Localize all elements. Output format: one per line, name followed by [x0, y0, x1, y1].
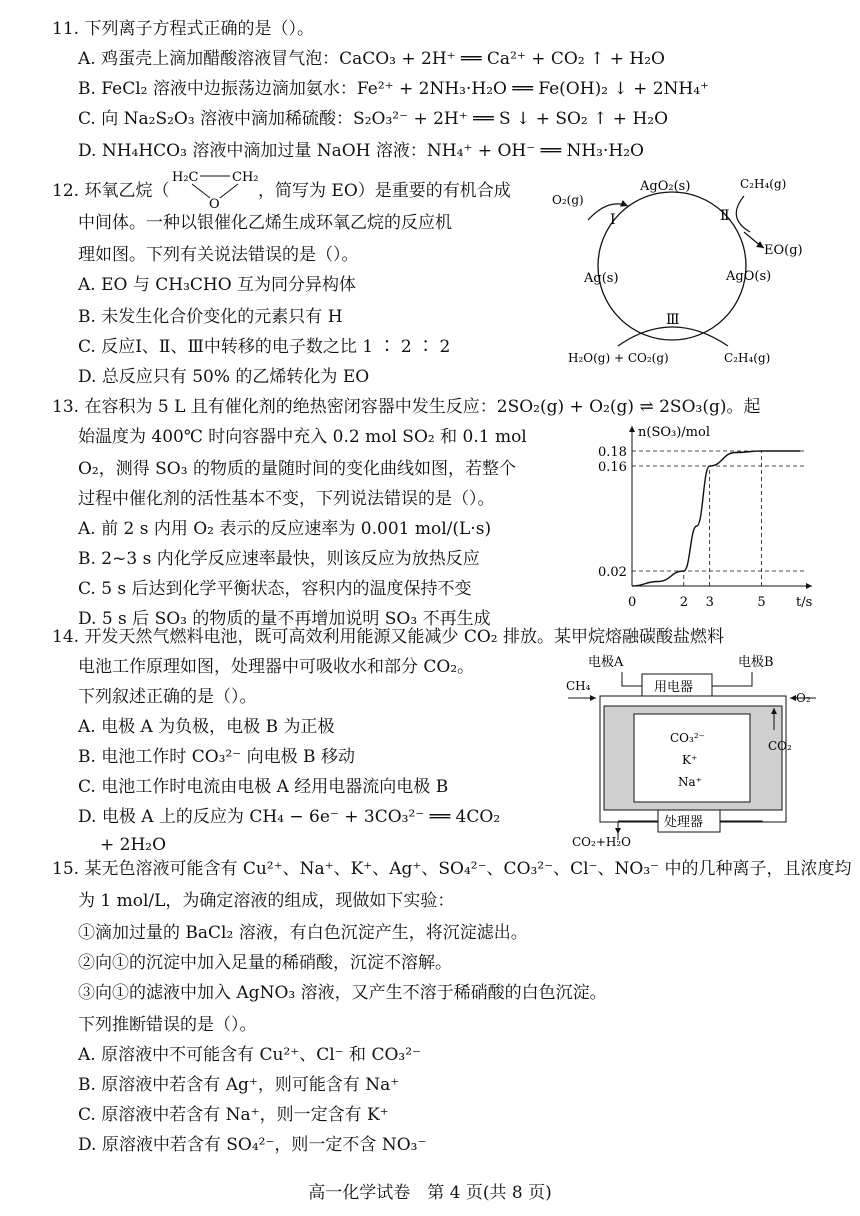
diagram-ag: Ag(s) — [584, 271, 619, 286]
fuel-cell-diagram — [562, 650, 820, 850]
q12-option-b: B. 未发生化合价变化的元素只有 H — [78, 307, 343, 327]
electrode-a-label: 电极A — [588, 655, 624, 670]
potassium-ion: K⁺ — [682, 753, 698, 767]
q15-stem-line2: 为 1 mol/L，为确定溶液的组成，现做如下实验： — [78, 891, 455, 911]
diagram-c2h4-top: C₂H₄(g) — [740, 177, 787, 191]
diagram-c2h4-bottom: C₂H₄(g) — [724, 351, 771, 365]
epoxide-ch2-left: H₂C — [172, 170, 199, 185]
q11-option-b: B. FeCl₂ 溶液中边振荡边滴加氨水：Fe²⁺ + 2NH₃·H₂O ══ Fe(OH)₂ ↓ + 2NH₄⁺ — [78, 79, 710, 99]
q15-option-a: A. 原溶液中不可能含有 Cu²⁺、Cl⁻ 和 CO₃²⁻ — [78, 1045, 422, 1065]
q13-stem-line2: 始温度为 400℃ 时向容器中充入 0.2 mol SO₂ 和 0.1 mol — [78, 427, 527, 447]
epoxide-ch2-right: CH₂ — [232, 170, 259, 185]
q13-stem-line1: 13. 在容积为 5 L 且有催化剂的绝热密闭容器中发生反应：2SO₂(g) + O₂(g) ⇌ 2SO₃(g)。起 — [52, 397, 761, 417]
diagram-step-1: Ⅰ — [610, 212, 616, 228]
q13-stem-line4: 过程中催化剂的活性基本不变，下列说法错误的是（）。 — [78, 489, 495, 509]
q14-stem-line1: 14. 开发天然气燃料电池，既可高效利用能源又能减少 CO₂ 排放。某甲烷熔融碳酸盐燃料 — [52, 627, 725, 647]
diagram-step-2: Ⅱ — [720, 208, 730, 224]
q14-option-a: A. 电极 A 为负极，电极 B 为正极 — [78, 717, 335, 737]
page-footer: 高一化学试卷 第 4 页(共 8 页) — [308, 1183, 552, 1203]
x-tick-label-0: 0 — [628, 595, 637, 608]
q14-stem-line2: 电池工作原理如图，处理器中可吸收水和部分 CO₂。 — [78, 657, 475, 677]
epoxide-structure — [170, 166, 260, 210]
co2-label: CO₂ — [768, 739, 792, 753]
exhaust-label: CO₂+H₂O — [572, 835, 631, 849]
q15-experiment-2: ②向①的沉淀中加入足量的稀硝酸，沉淀不溶解。 — [78, 953, 452, 973]
carbonate-ion: CO₃²⁻ — [670, 731, 705, 745]
diagram-eo: EO(g) — [764, 243, 803, 258]
diagram-o2: O₂(g) — [552, 193, 584, 207]
q13-option-d: D. 5 s 后 SO₃ 的物质的量不再增加说明 SO₃ 不再生成 — [78, 609, 491, 629]
q14-option-c: C. 电池工作时电流由电极 A 经用电器流向电极 B — [78, 777, 449, 797]
appliance-label: 用电器 — [654, 680, 694, 695]
sodium-ion: Na⁺ — [678, 775, 702, 789]
electrode-b-label: 电极B — [738, 655, 774, 670]
diagram-products: H₂O(g) + CO₂(g) — [568, 351, 669, 365]
q15-option-b: B. 原溶液中若含有 Ag⁺，则可能含有 Na⁺ — [78, 1075, 400, 1095]
q14-option-d-line2: + 2H₂O — [100, 835, 167, 855]
q12-mechanism-diagram — [548, 168, 810, 368]
diagram-step-3: Ⅲ — [666, 312, 680, 328]
x-tick-label-1: 2 — [679, 595, 689, 608]
q15-experiment-3: ③向①的滤液中加入 AgNO₃ 溶液，又产生不溶于稀硝酸的白色沉淀。 — [78, 983, 607, 1003]
q15-stem-line3: 下列推断错误的是（）。 — [78, 1015, 257, 1035]
so3-amount-chart — [594, 420, 816, 608]
x-axis-label: t/s — [796, 595, 813, 608]
q12-stem-line1a: 12. 环氧乙烷（ — [52, 181, 170, 201]
q15-option-c: C. 原溶液中若含有 Na⁺，则一定含有 K⁺ — [78, 1105, 389, 1125]
q12-stem-line2: 中间体。一种以银催化乙烯生成环氧乙烷的反应机 — [78, 213, 452, 233]
q14-stem-line3: 下列叙述正确的是（）。 — [78, 687, 257, 707]
q15-stem-line1: 15. 某无色溶液可能含有 Cu²⁺、Na⁺、K⁺、Ag⁺、SO₄²⁻、CO₃²⁻、Cl⁻、NO₃⁻ 中的几种离子，且浓度均 — [52, 859, 852, 879]
processor-label: 处理器 — [664, 815, 704, 830]
ch4-label: CH₄ — [566, 679, 591, 693]
y-tick-label-0: 0.02 — [598, 565, 627, 580]
q11-option-d: D. NH₄HCO₃ 溶液中滴加过量 NaOH 溶液：NH₄⁺ + OH⁻ ══ NH₃·H₂O — [78, 141, 644, 161]
y-axis-label: n(SO₃)/mol — [638, 425, 710, 440]
q15-option-d: D. 原溶液中若含有 SO₄²⁻，则一定不含 NO₃⁻ — [78, 1135, 427, 1155]
q11-option-a: A. 鸡蛋壳上滴加醋酸溶液冒气泡：CaCO₃ + 2H⁺ ══ Ca²⁺ + CO₂ ↑ + H₂O — [78, 49, 665, 69]
q13-option-a: A. 前 2 s 内用 O₂ 表示的反应速率为 0.001 mol/(L·s) — [78, 519, 492, 539]
diagram-ago: AgO(s) — [726, 269, 772, 284]
q12-stem-line3: 理如图。下列有关说法错误的是（）。 — [78, 245, 359, 265]
o2-label: O₂ — [796, 691, 811, 705]
x-tick-label-2: 3 — [705, 595, 714, 608]
q15-experiment-1: ①滴加过量的 BaCl₂ 溶液，有白色沉淀产生，将沉淀滤出。 — [78, 923, 528, 943]
q11-option-c: C. 向 Na₂S₂O₃ 溶液中滴加稀硫酸：S₂O₃²⁻ + 2H⁺ ══ S ↓ + SO₂ ↑ + H₂O — [78, 109, 669, 129]
q14-option-b: B. 电池工作时 CO₃²⁻ 向电极 B 移动 — [78, 747, 355, 767]
epoxide-o: O — [209, 197, 220, 210]
so3-curve — [632, 451, 800, 586]
q12-option-a: A. EO 与 CH₃CHO 互为同分异构体 — [78, 275, 357, 295]
q12-option-c: C. 反应Ⅰ、Ⅱ、Ⅲ中转移的电子数之比 1 ∶ 2 ∶ 2 — [78, 337, 451, 357]
q12-stem-line1b: ，简写为 EO）是重要的有机合成 — [258, 181, 511, 201]
q13-option-b: B. 2~3 s 内化学反应速率最快，则该反应为放热反应 — [78, 549, 480, 569]
q13-option-c: C. 5 s 后达到化学平衡状态，容积内的温度保持不变 — [78, 579, 472, 599]
y-tick-label-1: 0.16 — [598, 460, 627, 475]
x-tick-label-3: 5 — [757, 595, 766, 608]
q12-option-d: D. 总反应只有 50% 的乙烯转化为 EO — [78, 367, 370, 387]
q11-stem: 11. 下列离子方程式正确的是（）。 — [52, 19, 314, 39]
diagram-ago2: AgO₂(s) — [640, 179, 691, 194]
q14-option-d-line1: D. 电极 A 上的反应为 CH₄ − 6e⁻ + 3CO₃²⁻ ══ 4CO₂ — [78, 807, 501, 827]
y-tick-label-2: 0.18 — [598, 445, 627, 460]
q13-stem-line3: O₂，测得 SO₃ 的物质的量随时间的变化曲线如图，若整个 — [78, 459, 516, 479]
